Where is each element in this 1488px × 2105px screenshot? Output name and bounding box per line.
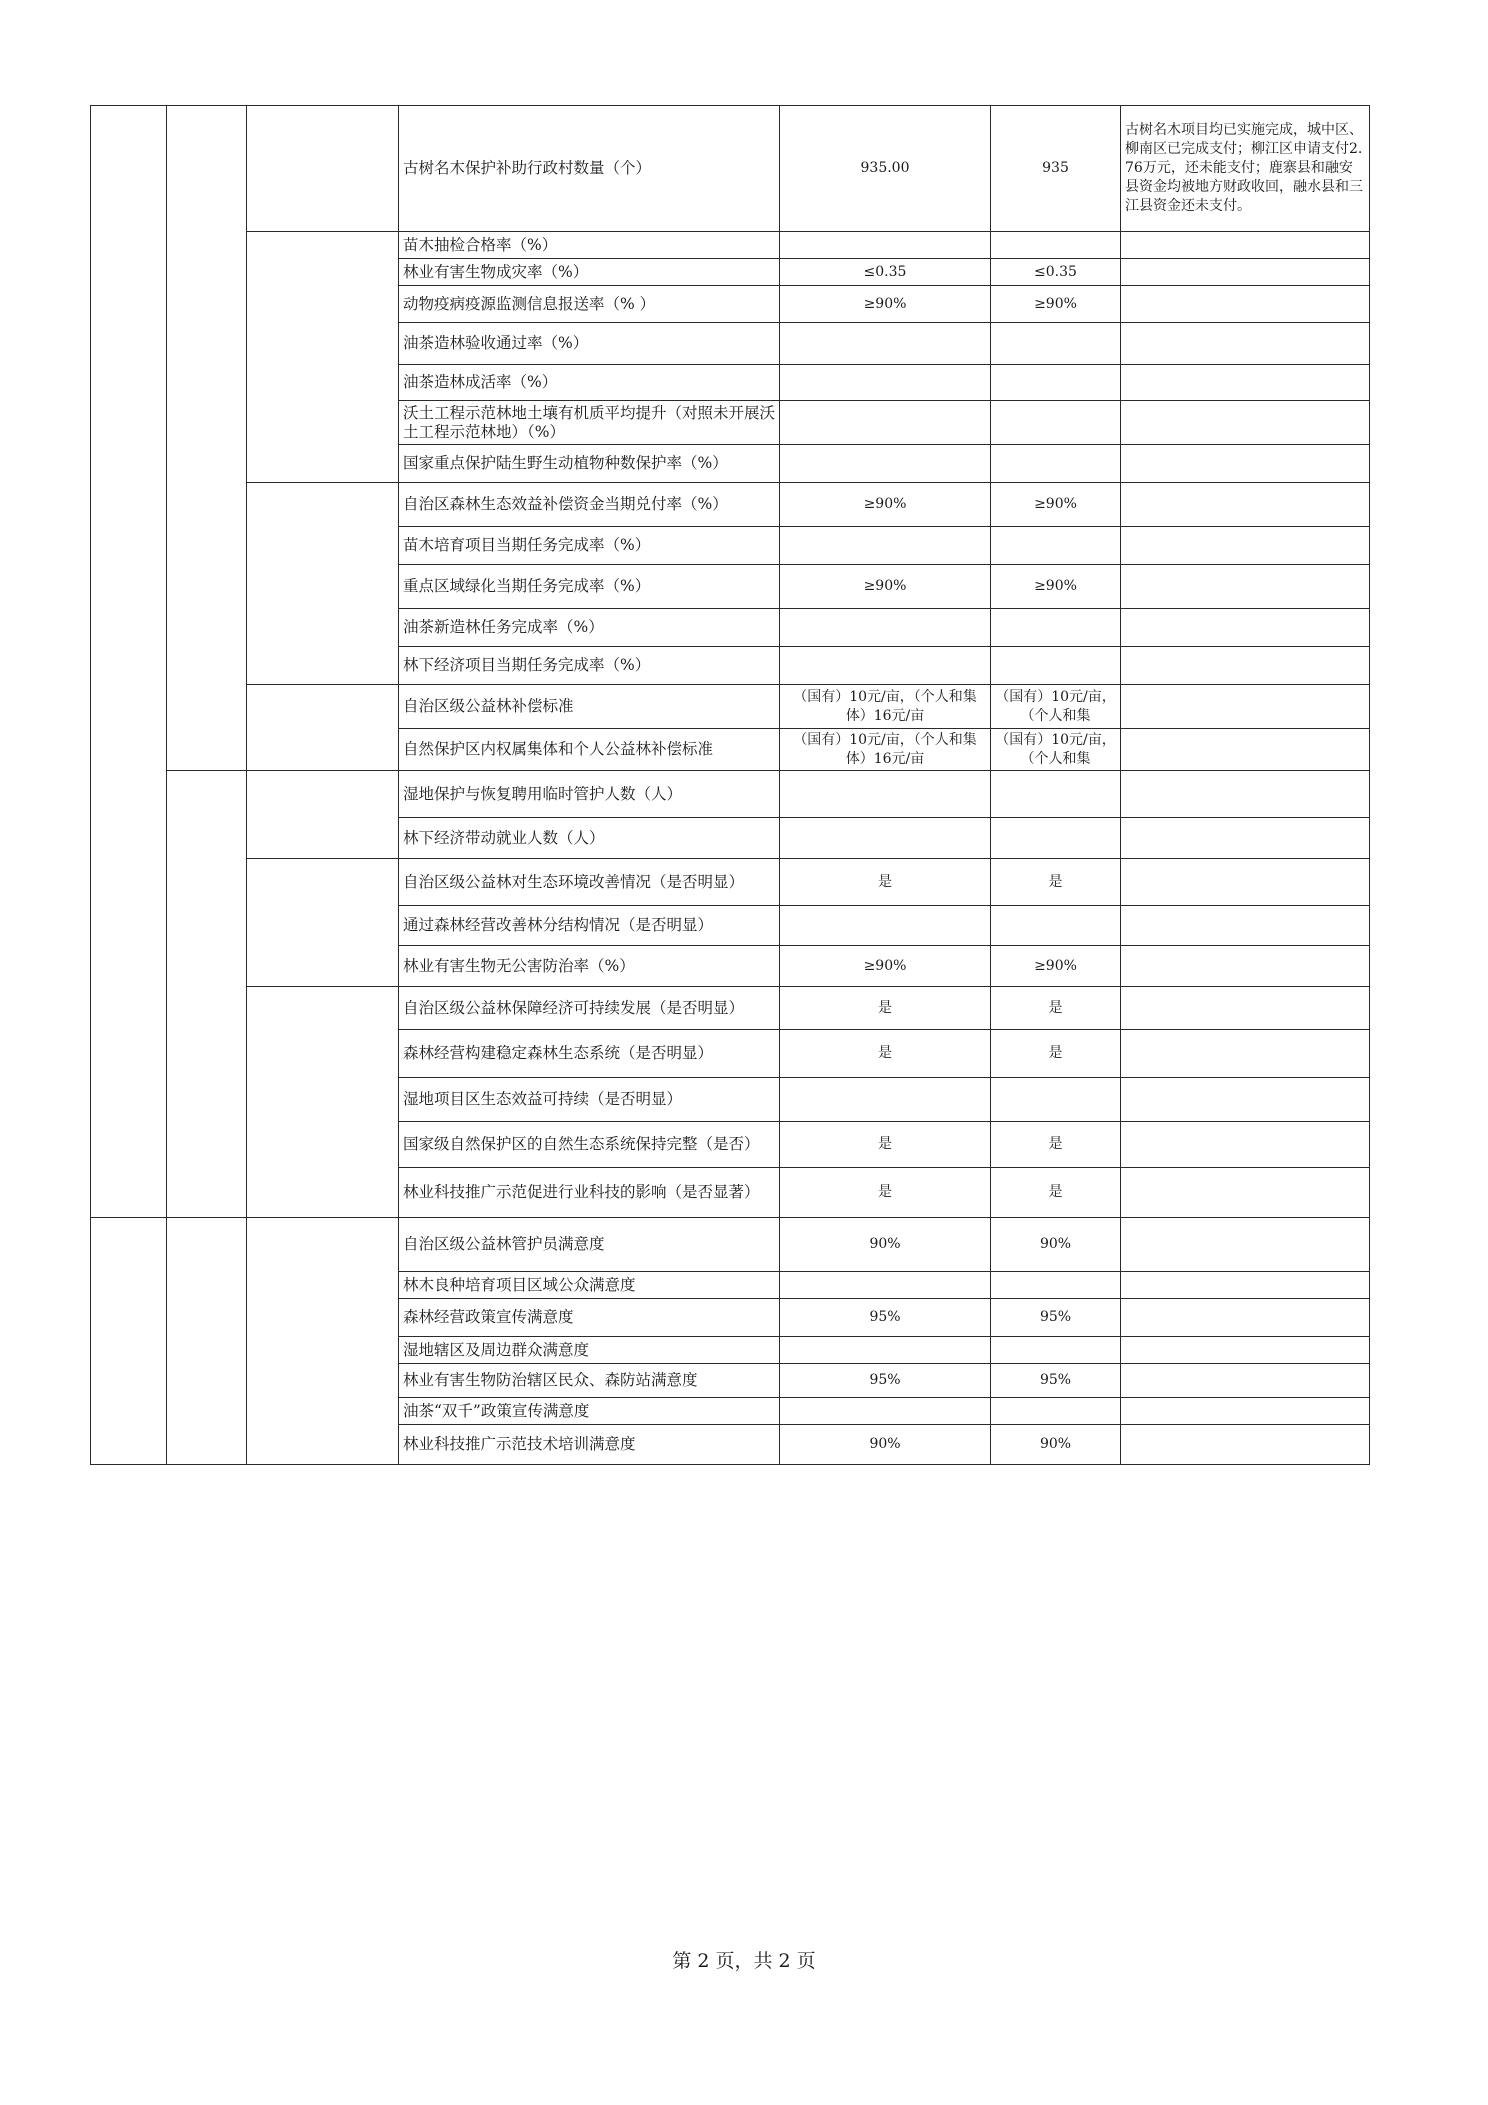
table-row: [91, 483, 1370, 527]
indicator-name: 林业有害生物防治辖区民众、森防站满意度: [399, 1364, 780, 1398]
actual-value: 是: [991, 1122, 1121, 1168]
table-row: [91, 232, 1370, 259]
target-value: [780, 609, 991, 647]
level3-cell: [247, 1218, 399, 1465]
note-cell: [1121, 1078, 1370, 1122]
actual-value: [991, 527, 1121, 565]
level2-cell: [167, 771, 247, 1218]
indicator-name: 自治区森林生态效益补偿资金当期兑付率（%）: [399, 483, 780, 527]
level3-cell: [247, 685, 399, 771]
target-value: ≥90%: [780, 483, 991, 527]
performance-table: [90, 105, 1370, 1465]
indicator-name: 国家重点保护陆生野生动植物种数保护率（%）: [399, 445, 780, 483]
note-cell: [1121, 647, 1370, 685]
table-body: [91, 106, 1370, 1465]
note-cell: [1121, 323, 1370, 365]
indicator-name: 重点区域绿化当期任务完成率（%）: [399, 565, 780, 609]
level3-cell: [247, 106, 399, 232]
actual-value: [991, 445, 1121, 483]
indicator-name: 国家级自然保护区的自然生态系统保持完整（是否）: [399, 1122, 780, 1168]
target-value: 95%: [780, 1299, 991, 1337]
actual-value: ≥90%: [991, 946, 1121, 987]
target-value: ≤0.35: [780, 259, 991, 286]
target-value: [780, 1337, 991, 1364]
indicator-name: 通过森林经营改善林分结构情况（是否明显）: [399, 906, 780, 946]
indicator-name: 自治区级公益林对生态环境改善情况（是否明显）: [399, 859, 780, 906]
note-cell: [1121, 818, 1370, 859]
actual-value: ≥90%: [991, 483, 1121, 527]
actual-value: （国有）10元/亩，（个人和集: [991, 685, 1121, 729]
note-cell: [1121, 1398, 1370, 1425]
table-row: [91, 987, 1370, 1030]
indicator-name: 苗木抽检合格率（%）: [399, 232, 780, 259]
target-value: ≥90%: [780, 946, 991, 987]
actual-value: [991, 1337, 1121, 1364]
indicator-name: 油茶新造林任务完成率（%）: [399, 609, 780, 647]
note-cell: [1121, 906, 1370, 946]
note-cell: [1121, 565, 1370, 609]
note-cell: [1121, 859, 1370, 906]
level3-cell: [247, 859, 399, 987]
actual-value: [991, 232, 1121, 259]
actual-value: 是: [991, 859, 1121, 906]
note-cell: [1121, 609, 1370, 647]
note-cell: [1121, 401, 1370, 445]
indicator-name: 林下经济项目当期任务完成率（%）: [399, 647, 780, 685]
target-value: 95%: [780, 1364, 991, 1398]
actual-value: 90%: [991, 1218, 1121, 1272]
note-cell: [1121, 445, 1370, 483]
target-value: [780, 445, 991, 483]
note-cell: [1121, 685, 1370, 729]
note-cell: [1121, 987, 1370, 1030]
note-cell: [1121, 1168, 1370, 1218]
indicator-name: 湿地保护与恢复聘用临时管护人数（人）: [399, 771, 780, 818]
indicator-name: 林业科技推广示范技术培训满意度: [399, 1425, 780, 1465]
level1-cell: [91, 106, 167, 1218]
note-cell: [1121, 771, 1370, 818]
target-value: [780, 1398, 991, 1425]
note-cell: [1121, 729, 1370, 771]
indicator-name: 森林经营构建稳定森林生态系统（是否明显）: [399, 1030, 780, 1078]
target-value: ≥90%: [780, 286, 991, 323]
note-cell: [1121, 286, 1370, 323]
indicator-name: 森林经营政策宣传满意度: [399, 1299, 780, 1337]
actual-value: ≥90%: [991, 565, 1121, 609]
indicator-name: 林木良种培育项目区域公众满意度: [399, 1272, 780, 1299]
indicator-name: 油茶造林成活率（%）: [399, 365, 780, 401]
level2-cell: [167, 106, 247, 771]
level3-cell: [247, 232, 399, 483]
target-value: 是: [780, 1122, 991, 1168]
target-value: [780, 647, 991, 685]
actual-value: [991, 647, 1121, 685]
note-cell: [1121, 1272, 1370, 1299]
note-cell: [1121, 483, 1370, 527]
note-cell: [1121, 1425, 1370, 1465]
target-value: （国有）10元/亩，（个人和集体）16元/亩: [780, 729, 991, 771]
target-value: [780, 323, 991, 365]
target-value: [780, 1272, 991, 1299]
target-value: 是: [780, 987, 991, 1030]
actual-value: [991, 1272, 1121, 1299]
indicator-name: 沃土工程示范林地土壤有机质平均提升（对照未开展沃土工程示范林地）（%）: [399, 401, 780, 445]
level2-cell: [167, 1218, 247, 1465]
note-cell: [1121, 527, 1370, 565]
note-cell: [1121, 1122, 1370, 1168]
actual-value: [991, 401, 1121, 445]
actual-value: 是: [991, 1030, 1121, 1078]
target-value: 935.00: [780, 106, 991, 232]
indicator-name: 林业有害生物成灾率（%）: [399, 259, 780, 286]
actual-value: [991, 1078, 1121, 1122]
note-cell: [1121, 1299, 1370, 1337]
target-value: ≥90%: [780, 565, 991, 609]
target-value: [780, 401, 991, 445]
target-value: （国有）10元/亩，（个人和集体）16元/亩: [780, 685, 991, 729]
indicator-name: 自治区级公益林保障经济可持续发展（是否明显）: [399, 987, 780, 1030]
indicator-name: 林下经济带动就业人数（人）: [399, 818, 780, 859]
note-cell: 古树名木项目均已实施完成，城中区、柳南区已完成支付；柳江区申请支付2.76万元，还未能支付；鹿寨县和融安县资金均被地方财政收回，融水县和三江县资金还未支付。: [1121, 106, 1370, 232]
actual-value: [991, 365, 1121, 401]
indicator-name: 林业科技推广示范促进行业科技的影响（是否显著）: [399, 1168, 780, 1218]
actual-value: [991, 1398, 1121, 1425]
indicator-name: 古树名木保护补助行政村数量（个）: [399, 106, 780, 232]
level3-cell: [247, 483, 399, 685]
indicator-name: 湿地项目区生态效益可持续（是否明显）: [399, 1078, 780, 1122]
indicator-name: 苗木培育项目当期任务完成率（%）: [399, 527, 780, 565]
actual-value: （国有）10元/亩，（个人和集: [991, 729, 1121, 771]
target-value: [780, 365, 991, 401]
target-value: [780, 1078, 991, 1122]
actual-value: [991, 906, 1121, 946]
indicator-name: 自然保护区内权属集体和个人公益林补偿标准: [399, 729, 780, 771]
actual-value: 90%: [991, 1425, 1121, 1465]
page-number: 第 2 页，共 2 页: [672, 1950, 816, 1972]
target-value: [780, 771, 991, 818]
note-cell: [1121, 1364, 1370, 1398]
indicator-name: 自治区级公益林管护员满意度: [399, 1218, 780, 1272]
actual-value: 95%: [991, 1299, 1121, 1337]
actual-value: 是: [991, 1168, 1121, 1218]
table-row: [91, 859, 1370, 906]
note-cell: [1121, 259, 1370, 286]
actual-value: 95%: [991, 1364, 1121, 1398]
target-value: [780, 818, 991, 859]
indicator-name: 动物疫病疫源监测信息报送率（% ）: [399, 286, 780, 323]
level1-cell: [91, 1218, 167, 1465]
actual-value: [991, 771, 1121, 818]
indicator-name: 自治区级公益林补偿标准: [399, 685, 780, 729]
target-value: [780, 527, 991, 565]
target-value: 是: [780, 1030, 991, 1078]
level3-cell: [247, 987, 399, 1218]
indicator-name: 林业有害生物无公害防治率（%）: [399, 946, 780, 987]
note-cell: [1121, 232, 1370, 259]
actual-value: 是: [991, 987, 1121, 1030]
note-cell: [1121, 1218, 1370, 1272]
indicator-name: 湿地辖区及周边群众满意度: [399, 1337, 780, 1364]
table-row: [91, 106, 1370, 232]
table-row: [91, 685, 1370, 729]
level3-cell: [247, 771, 399, 859]
target-value: 是: [780, 859, 991, 906]
note-cell: [1121, 1337, 1370, 1364]
actual-value: [991, 818, 1121, 859]
target-value: [780, 232, 991, 259]
note-cell: [1121, 1030, 1370, 1078]
target-value: 90%: [780, 1218, 991, 1272]
actual-value: [991, 609, 1121, 647]
indicator-name: 油茶造林验收通过率（%）: [399, 323, 780, 365]
actual-value: 935: [991, 106, 1121, 232]
table-row: [91, 771, 1370, 818]
target-value: [780, 906, 991, 946]
table-row: [91, 1218, 1370, 1272]
actual-value: [991, 323, 1121, 365]
actual-value: ≥90%: [991, 286, 1121, 323]
note-cell: [1121, 946, 1370, 987]
note-cell: [1121, 365, 1370, 401]
indicator-name: 油茶“双千”政策宣传满意度: [399, 1398, 780, 1425]
actual-value: ≤0.35: [991, 259, 1121, 286]
target-value: 是: [780, 1168, 991, 1218]
target-value: 90%: [780, 1425, 991, 1465]
